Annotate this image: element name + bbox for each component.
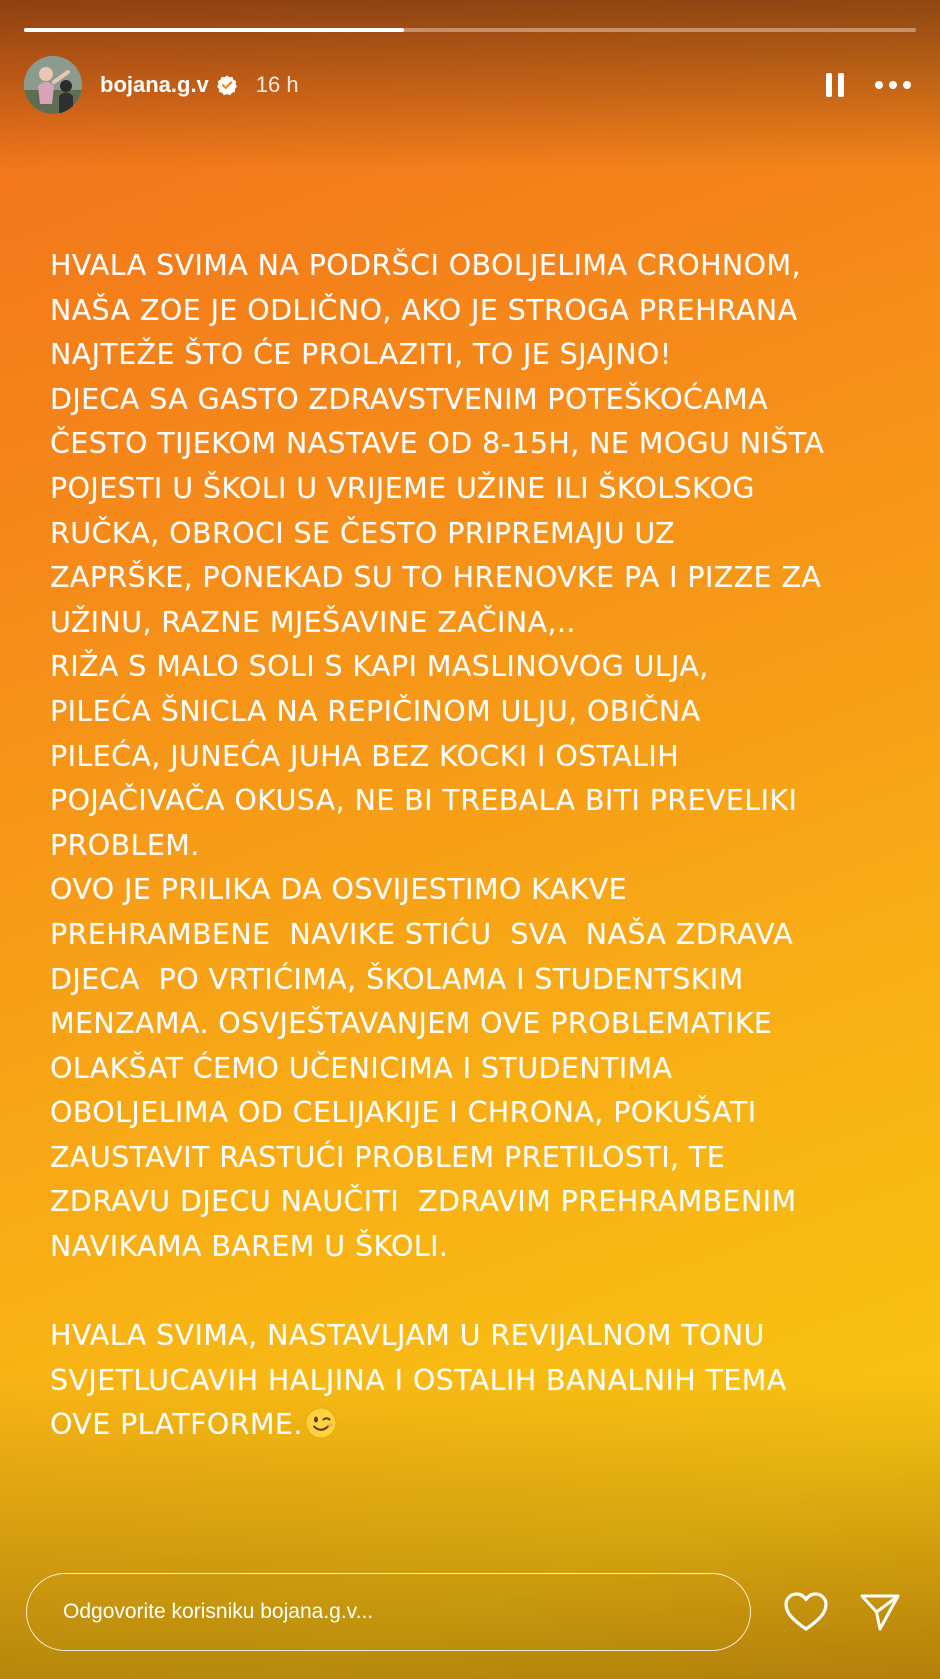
story-header <box>24 55 916 115</box>
story-text <box>50 244 910 1448</box>
reply-input[interactable] <box>26 1573 751 1651</box>
header-actions <box>824 71 916 99</box>
verified-badge-icon <box>216 74 238 96</box>
send-icon[interactable] <box>858 1590 902 1634</box>
heart-icon[interactable] <box>783 1591 829 1633</box>
username[interactable]: bojana.g.v <box>100 72 209 97</box>
story-paragraph-2: HVALA SVIMA, NASTAVLJAM U REVIJALNOM TONU SVJETLUCAVIH HALJINA I OSTALIH BANALNIH TEMA OVE PLATFORME. <box>50 1319 787 1442</box>
story-progress-bar <box>24 28 916 32</box>
pause-icon[interactable] <box>824 71 846 99</box>
avatar[interactable] <box>24 56 82 114</box>
reply-placeholder: Odgovorite korisniku bojana.g.v... <box>63 1600 374 1623</box>
post-time: 16 h <box>255 72 299 97</box>
story-paragraph-1: HVALA SVIMA NA PODRŠCI OBOLJELIMA CROHNOM, NAŠA ZOE JE ODLIČNO, AKO JE STROGA PREHRANA NAJTEŽE ŠTO ĆE PROLAZITI, TO JE SJAJNO! DJECA SA GASTO ZDRAVSTVENIM POTEŠKOĆAMA ČESTO TIJEKOM NASTAVE OD 8-15H, NE MOGU NIŠTA POJESTI U ŠKOLI U VRIJEME UŽINE ILI ŠKOLSKOG RUČKA, OBROCI SE ČESTO PRIPREMAJU UZ ZAPRŠKE, PONEKAD SU TO HRENOVKE PA I PIZZE ZA UŽINU, RAZNE MJEŠAVINE ZAČINA,.. RIŽA S MALO SOLI S KAPI MASLINOVOG ULJA, PILEĆA ŠNICLA NA REPIČINOM ULJU, OBIČNA PILEĆA, JUNEĆA JUHA BEZ KOCKI I OSTALIH POJAČIVAČA OKUSA, NE BI TREBALA BITI PREVELIKI PROBLEM. OVO JE PRILIKA DA OSVIJESTIMO KAKVE PREHRAMBENE NAVIKE STIĆU SVA NAŠA ZDRAVA DJECA PO VRTIĆIMA, ŠKOLAMA I STUDENTSKIM MENZAMA. OSVJEŠTAVANJEM OVE PROBLEMATIKE OLAKŠAT ĆEMO UČENICIMA I STUDENTIMA OBOLJELIMA OD CELIJAKIJE I CHRONA, POKUŠATI ZAUSTAVIT RASTUĆI PROBLEM PRETILOSTI, TE ZDRAVU DJECU NAUČITI ZDRAVIM PREHRAMBENIM NAVIKAMA BAREM U ŠKOLI. <box>50 249 825 1264</box>
more-icon[interactable] <box>874 80 912 90</box>
story-progress-fill <box>24 28 404 32</box>
winking-face-emoji-icon <box>305 1407 337 1439</box>
